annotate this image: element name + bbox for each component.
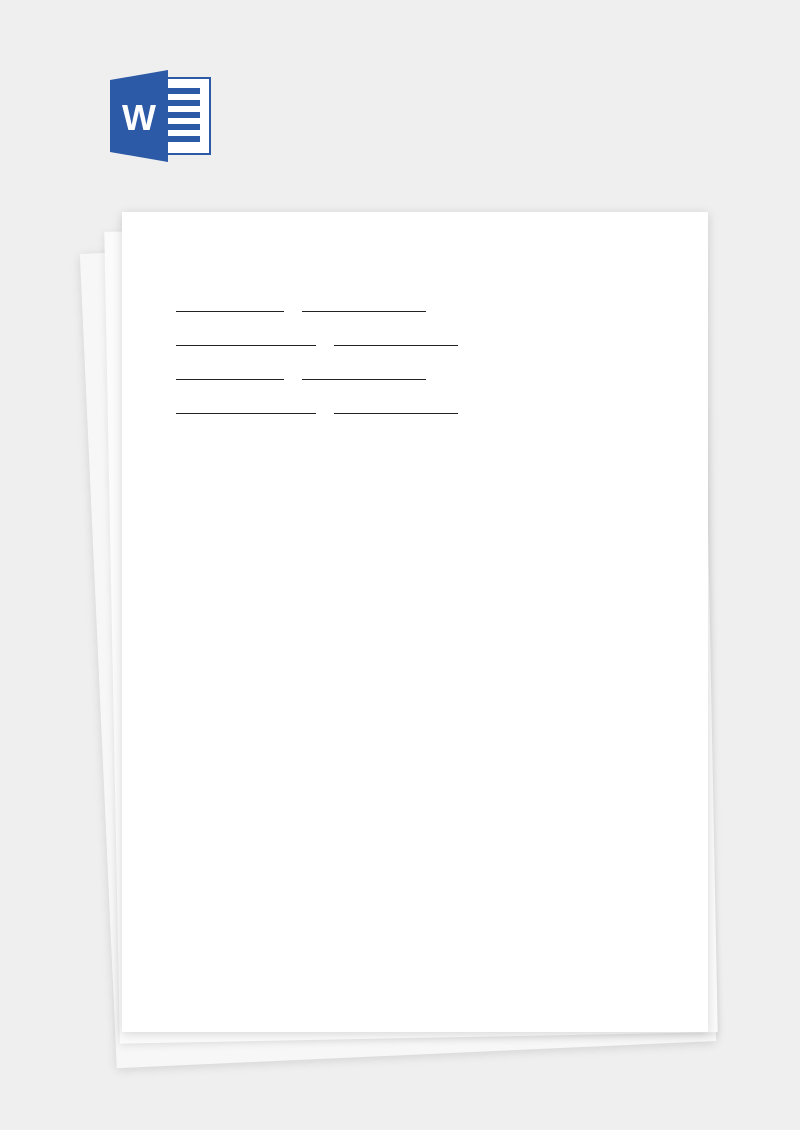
field-row-party-b [172,366,426,384]
page-title [262,84,582,154]
field-row-party-a [172,298,426,316]
party-a-phone-blank[interactable] [334,332,458,346]
svg-text:W: W [122,97,156,138]
word-document-icon [110,70,212,162]
party-b-phone-blank[interactable] [334,400,458,414]
party-b-address-blank[interactable] [176,400,316,414]
party-b-blank[interactable] [176,366,284,380]
party-a-blank[interactable] [176,298,284,312]
party-a-id-blank[interactable] [302,298,426,312]
field-row-party-a-address [172,332,458,350]
party-a-address-blank[interactable] [176,332,316,346]
document-page [122,212,708,1032]
field-row-party-b-address [172,400,458,418]
party-b-id-blank[interactable] [302,366,426,380]
